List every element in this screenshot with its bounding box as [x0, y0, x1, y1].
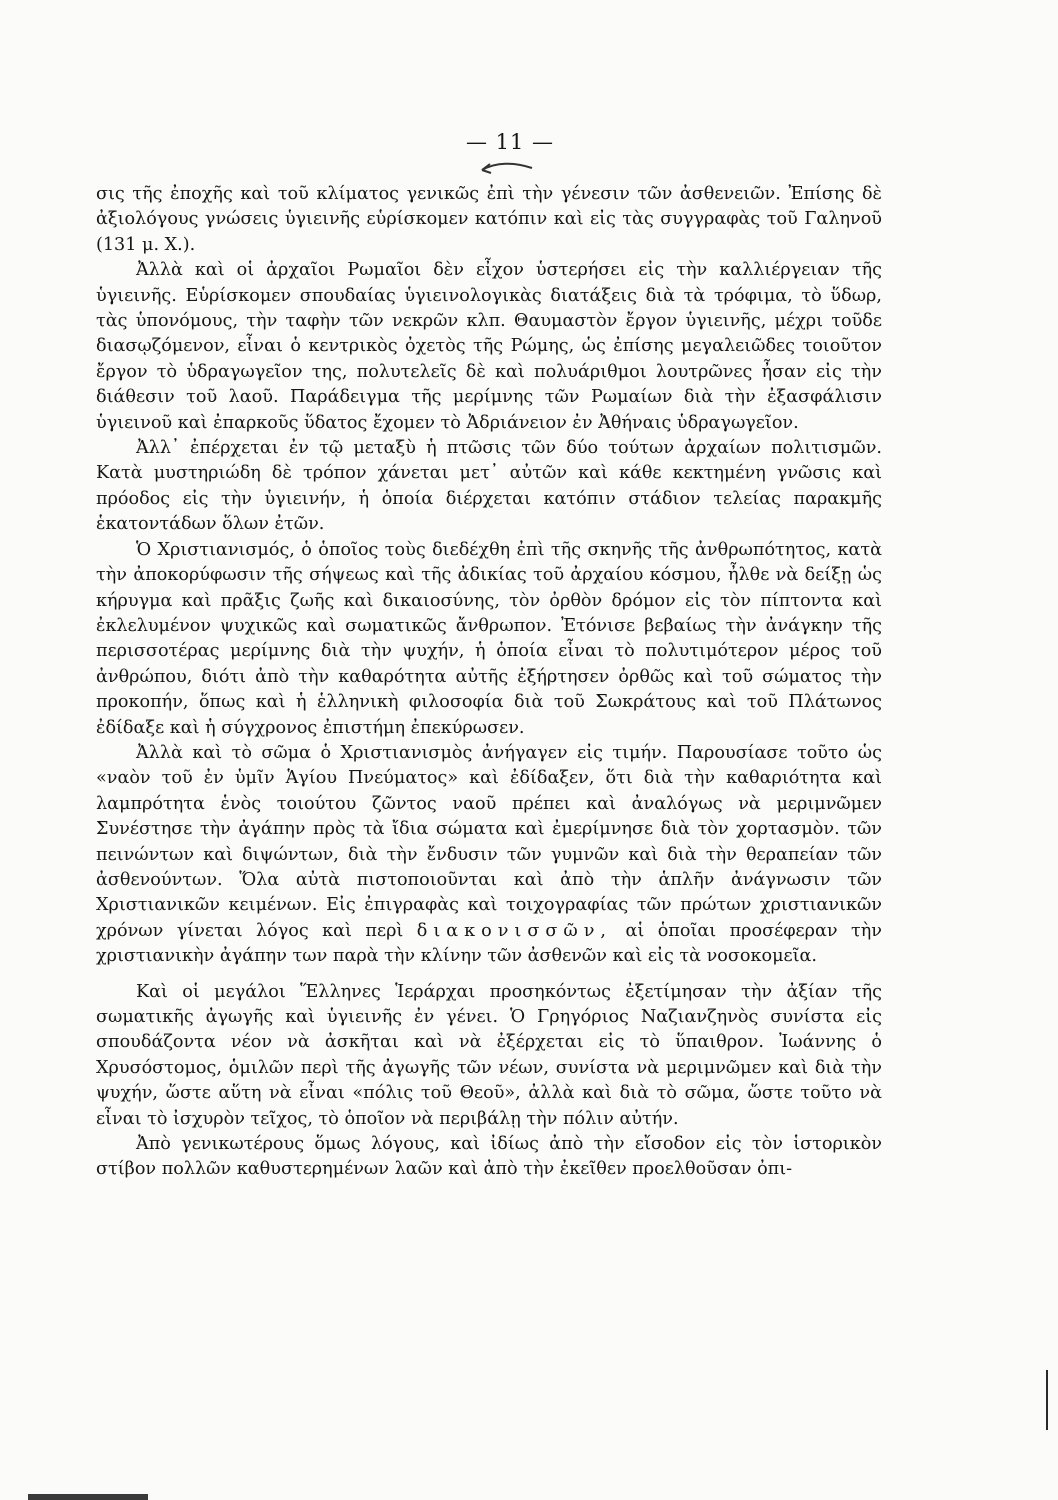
paragraph: Ἀπὸ γενικωτέρους ὅμως λόγους, καὶ ἰδίως ἀπὸ τὴν εἴσοδον εἰς τὸν ἱστορικὸν στίβον πολλῶν καθυστερημένων λαῶν καὶ ἀπὸ τὴν ἐκεῖθεν προελθοῦσαν ὀπι-: [96, 1134, 882, 1180]
margin-rule: [1046, 1370, 1048, 1430]
pencil-arrow-mark: [478, 158, 536, 176]
paragraph: Ἀλλ᾽ ἐπέρχεται ἐν τῷ μεταξὺ ἡ πτῶσις τῶν δύο τούτων ἀρχαίων πολιτισμῶν. Κατὰ μυστηριώδη δὲ τρόπον χάνεται μετ᾽ αὐτῶν καὶ κάθε κεκτημένη γνῶσις καὶ πρόοδος εἰς τὴν ὑγιεινήν, ἡ ὁποία διέρχεται κατόπιν στάδιον τελείας παρακμῆς ἑκατοντάδων ὅλων ἐτῶν.: [96, 438, 882, 535]
paragraph: Ὁ Χριστιανισμός, ὁ ὁποῖος τοὺς διεδέχθη ἐπὶ τῆς σκηνῆς τῆς ἀνθρωπότητος, κατὰ τὴν ἀποκορύφωσιν τῆς σήψεως καὶ τῆς ἀδικίας τοῦ ἀρχαίου κόσμου, ἦλθε νὰ δείξῃ ὡς κήρυγμα καὶ πρᾶξις ζωῆς καὶ δικαιοσύνης, τὸν ὀρθὸν δρόμον εἰς τὸν πίπτοντα καὶ ἐκλελυμένον ψυχικῶς καὶ σωματικῶς ἄνθρωπον. Ἐτόνισε βεβαίως τὴν ἀνάγκην τῆς περισσοτέρας μερίμνης διὰ τὴν ψυχήν, ἡ ὁποία εἶναι τὸ πολυτιμότερον μέρος τοῦ ἀνθρώπου, διότι ἀπὸ τὴν καθαρότητα αὐτῆς ἐξήρτησεν ὀρθῶς καὶ τοῦ σώματος τὴν προκοπήν, ὅπως καὶ ἡ ἑλληνικὴ φιλοσοφία διὰ τοῦ Σωκράτους καὶ τοῦ Πλάτωνος ἐδίδαξε καὶ ἡ σύγχρονος ἐπιστήμη ἐπεκύρωσεν.: [96, 539, 882, 738]
paragraph-text: Ἀλλὰ καὶ τὸ σῶμα ὁ Χριστιανισμὸς ἀνήγαγεν εἰς τιμήν. Παρουσίασε τοῦτο ὡς «ναὸν τοῦ ἐν ὑμῖν Ἁγίου Πνεύματος» καὶ ἐδίδαξεν, ὅτι διὰ τὴν καθαριότητα καὶ λαμπρότητα ἑνὸς τοιούτου ζῶντος ναοῦ πρέπει καὶ ἀναλόγως νὰ μεριμνῶμεν Συνέστησε τὴν ἀγάπην πρὸς τὰ ἴδια σώματα καὶ ἐμερίμνησε διὰ τὸν χορτασμὸν. τῶν πεινώντων καὶ διψώντων, διὰ τὴν ἔνδυσιν τῶν γυμνῶν καὶ διὰ τὴν θεραπείαν τῶν ἀσθενούντων. Ὅλα αὐτὰ πιστοποιοῦνται καὶ ἀπὸ τὴν ἁπλῆν ἀνάγνωσιν τῶν Χριστιανικῶν κειμένων. Εἰς ἐπιγραφὰς καὶ τοιχογραφίας τῶν πρώτων χριστιανικῶν χρόνων γίνεται λόγος καὶ περὶ: [96, 742, 882, 941]
paragraph: Ἀλλὰ καὶ οἱ ἀρχαῖοι Ρωμαῖοι δὲν εἶχον ὑστερήσει εἰς τὴν καλλιέργειαν τῆς ὑγιεινῆς. Εὑρίσκομεν σπουδαίας ὑγιεινολογικὰς διατάξεις διὰ τὰ τρόφιμα, τὸ ὕδωρ, τὰς ὑπονόμους, τὴν ταφὴν τῶν νεκρῶν κλπ. Θαυμαστὸν ἔργον ὑγιεινῆς, μέχρι τοῦδε διασῳζόμενον, εἶναι ὁ κεντρικὸς ὀχετὸς τῆς Ρώμης, ὡς ἐπίσης μεγαλειῶδες τοιοῦτον ἔργον τὸ ὑδραγωγεῖον της, πολυτελεῖς δὲ καὶ πολυάριθμοι λουτρῶνες ἦσαν εἰς τὴν διάθεσιν τοῦ λαοῦ. Παράδειγμα τῆς μερίμνης τῶν Ρωμαίων διὰ τὴν ἐξασφάλισιν ὑγιεινοῦ καὶ ἐπαρκοῦς ὕδατος ἔχομεν τὸ Ἀδριάνειον ἐν Ἀθήναις ὑδραγωγεῖον.: [96, 260, 882, 433]
body-text: [96, 182, 882, 1183]
paragraph-text: αἱ ὁποῖαι προσέφεραν τὴν χριστιανικὴν ἀγάπην των παρὰ τὴν κλίνην τῶν ἀσθενῶν καὶ εἰς τὰ νοσοκομεῖα.: [96, 920, 883, 967]
page-number: — 11 —: [465, 130, 555, 154]
spaced-emphasis: διακονισσῶν,: [416, 920, 612, 941]
scan-edge-mark: [28, 1494, 148, 1500]
paragraph: [96, 741, 882, 970]
paragraph: σις τῆς ἐποχῆς καὶ τοῦ κλίματος γενικῶς ἐπὶ τὴν γένεσιν τῶν ἀσθενειῶν. Ἐπίσης δὲ ἀξιολόγους γνώσεις ὑγιεινῆς εὑρίσκομεν κατόπιν καὶ εἰς τὰς συγγραφὰς τοῦ Γαληνοῦ (131 μ. Χ.).: [96, 184, 882, 255]
paragraph: Καὶ οἱ μεγάλοι Ἕλληνες Ἱεράρχαι προσηκόντως ἐξετίμησαν τὴν ἀξίαν τῆς σωματικῆς ἀγωγῆς καὶ ὑγιεινῆς ἐν γένει. Ὁ Γρηγόριος Ναζιανζηνὸς συνίστα εἰς σπουδάζοντα νέον νὰ ἀσκῆται καὶ νὰ ἐξέρχεται εἰς τὸ ὕπαιθρον. Ἰωάννης ὁ Χρυσόστομος, ὁμιλῶν περὶ τῆς ἀγωγῆς τῶν νέων, συνίστα νὰ μεριμνῶμεν καὶ διὰ τὴν ψυχήν, ὥστε αὕτη νὰ εἶναι «πόλις τοῦ Θεοῦ», ἀλλὰ καὶ διὰ τὸ σῶμα, ὥστε τοῦτο νὰ εἶναι τὸ ἰσχυρὸν τεῖχος, τὸ ὁποῖον νὰ περιβάλῃ τὴν πόλιν αὐτήν.: [96, 981, 882, 1129]
